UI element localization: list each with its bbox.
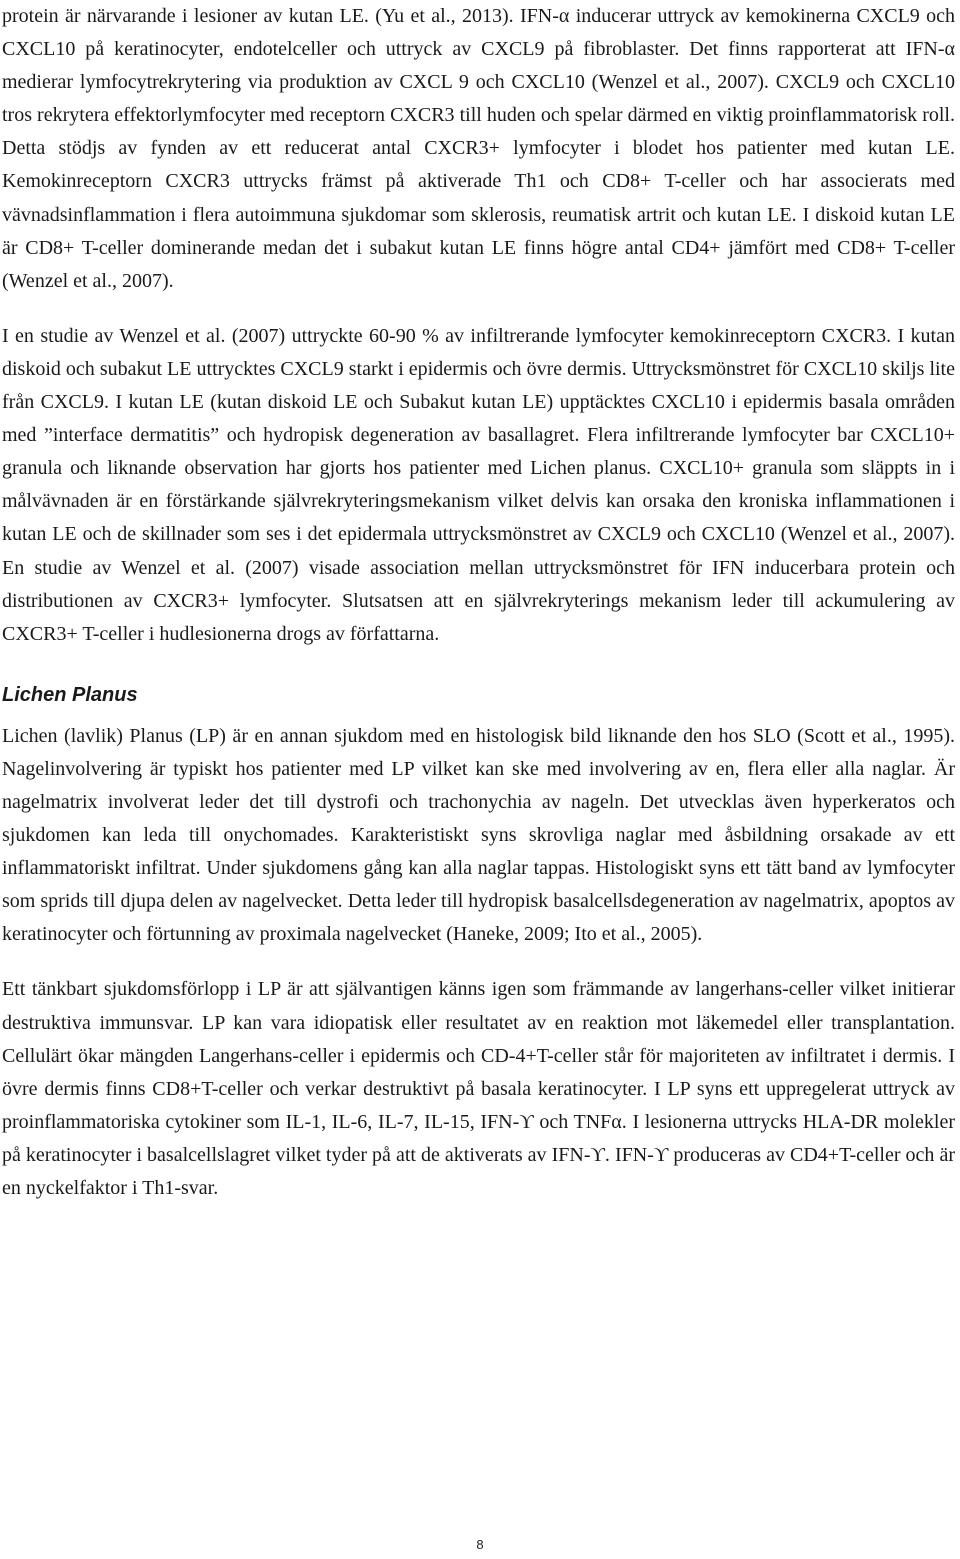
page-number: 8 bbox=[476, 1537, 484, 1552]
paragraph-lichen-planus-intro: Lichen (lavlik) Planus (LP) är en annan sjukdom med en histologisk bild liknande den hos SLO (Scott et al., 1995). Nagelinvolvering är typiskt hos patienter med LP vilket kan ske med involvering av en, flera eller alla naglar. Är nagelmatrix involverat leder det till dystrofi och trachonychia av nageln. Det utvecklas även hyperkeratos och sjukdomen kan leda till onychomades. Karakteristiskt syns skrovliga naglar med åsbildning orsakade av ett inflammatoriskt infiltrat. Under sjukdomens gång kan alla naglar tappas. Histologiskt syns ett tätt band av lymfocyter som sprids till djupa delen av nagelvecket. Detta leder till hydropisk basalcellsdegeneration av nagelmatrix, apoptos av keratinocyter och förtunning av proximala nagelvecket (Haneke, 2009; Ito et al., 2005). bbox=[2, 724, 955, 946]
section-heading-lichen-planus: Lichen Planus bbox=[2, 683, 138, 706]
document-body bbox=[2, 0, 955, 1205]
paragraph-lichen-planus-pathogenesis: Ett tänkbart sjukdomsförlopp i LP är att självantigen känns igen som främmande av langerhans-celler vilket initierar destruktiva immunsvar. LP kan vara idiopatisk eller resultatet av en reaktion mot läkemedel eller transplantation. Cellulärt ökar mängden Langerhans-celler i epidermis och CD-4+T-celler står för majoriteten av infiltratet i dermis. I övre dermis finns CD8+T-celler och verkar destruktivt på basala keratinocyter. I LP syns ett uppregelerat uttryck av proinflammatoriska cytokiner som IL-1, IL-6, IL-7, IL-15, IFN-ϒ och TNFα. I lesionerna uttrycks HLA-DR molekler på keratinocyter i basalcellslagret vilket tyder på att de aktiverats av IFN-ϒ. IFN-ϒ produceras av CD4+T-celler och är en nyckelfaktor i Th1-svar. bbox=[2, 978, 955, 1199]
paragraph-cxcr3-chemokines: protein är närvarande i lesioner av kutan LE. (Yu et al., 2013). IFN-α inducerar uttryck av kemokinerna CXCL9 och CXCL10 på keratinocyter, endotelceller och uttryck av CXCL9 på fibroblaster. Det finns rapporterat att IFN-α medierar lymfocytrekrytering via produktion av CXCL 9 och CXCL10 (Wenzel et al., 2007). CXCL9 och CXCL10 tros rekrytera effektorlymfocyter med receptorn CXCR3 till huden och spelar därmed en viktig proinflammatorisk roll. Detta stödjs av fynden av ett reducerat antal CXCR3+ lymfocyter i blodet hos patienter med kutan LE. Kemokinreceptorn CXCR3 uttrycks främst på aktiverade Th1 och CD8+ T-celler och har associerats med vävnadsinflammation i flera autoimmuna sjukdomar som sklerosis, reumatisk artrit och kutan LE. I diskoid kutan LE är CD8+ T-celler dominerande medan det i subakut kutan LE finns högre antal CD4+ jämfört med CD8+ T-celler (Wenzel et al., 2007). bbox=[2, 5, 955, 292]
paragraph-wenzel-study: I en studie av Wenzel et al. (2007) uttryckte 60-90 % av infiltrerande lymfocyter kemokinreceptorn CXCR3. I kutan diskoid och subakut LE uttrycktes CXCL9 starkt i epidermis och övre dermis. Uttrycksmönstret för CXCL10 skiljs lite från CXCL9. I kutan LE (kutan diskoid LE och Subakut kutan LE) upptäcktes CXCL10 i epidermis basala områden med ”interface dermatitis” och hydropisk degeneration av basallagret. Flera infiltrerande lymfocyter bar CXCL10+ granula och liknande observation har gjorts hos patienter med Lichen planus. CXCL10+ granula som släppts in i målvävnaden är en förstärkande självrekryteringsmekanism vilket delvis kan orsaka den kroniska inflammationen i kutan LE och de skillnader som ses i det epidermala uttrycksmönstret av CXCL9 och CXCL10 (Wenzel et al., 2007). En studie av Wenzel et al. (2007) visade association mellan uttrycksmönstret för IFN inducerbara protein och distributionen av CXCR3+ lymfocyter. Slutsatsen att en självrekryterings mekanism leder till ackumulering av CXCR3+ T-celler i hudlesionerna drogs av författarna. bbox=[2, 324, 955, 645]
